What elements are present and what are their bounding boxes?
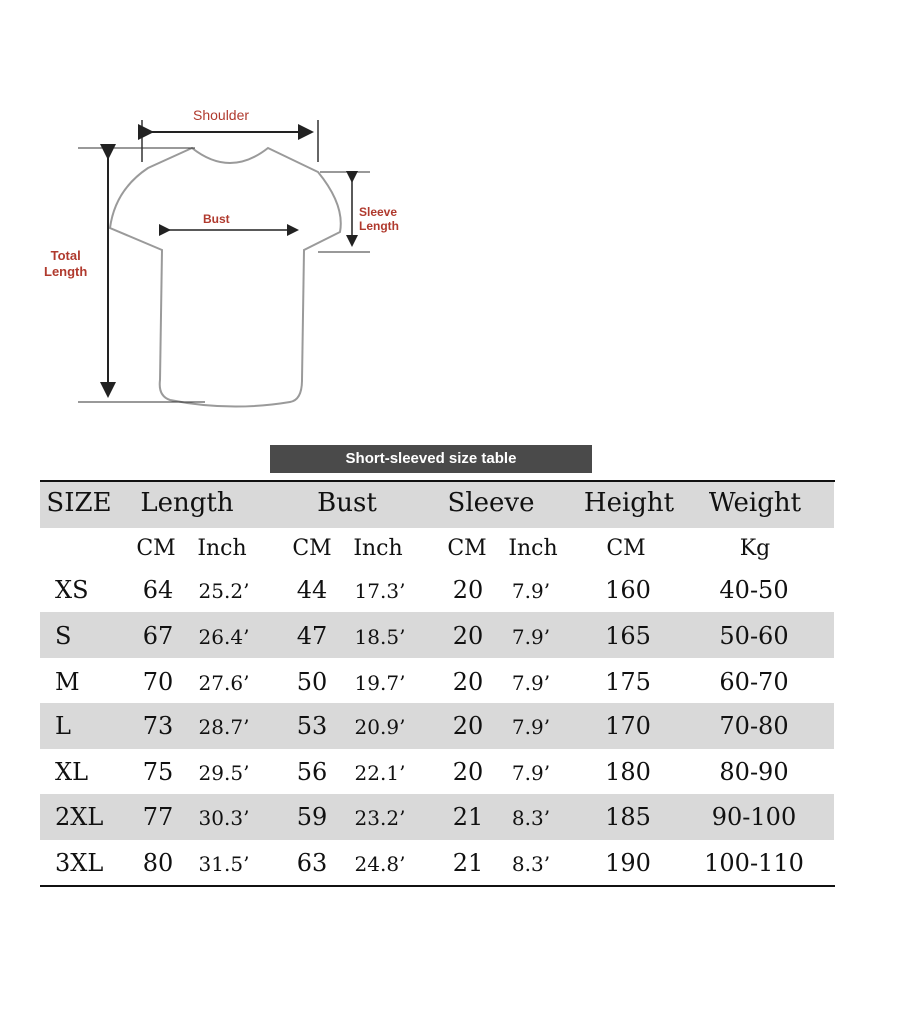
unit-length-cm: CM bbox=[136, 536, 176, 561]
shoulder-label: Shoulder bbox=[193, 107, 250, 123]
cell-length-inch: 31.5’ bbox=[198, 852, 250, 876]
cell-bust-cm: 59 bbox=[296, 803, 328, 831]
cell-sleeve-cm: 21 bbox=[452, 849, 484, 877]
cell-bust-inch: 22.1’ bbox=[354, 761, 406, 785]
cell-bust-inch: 23.2’ bbox=[354, 806, 406, 830]
cell-length-cm: 77 bbox=[142, 803, 174, 831]
cell-sleeve-cm: 20 bbox=[452, 668, 484, 696]
cell-length-inch: 29.5’ bbox=[198, 761, 250, 785]
cell-sleeve-inch: 7.9’ bbox=[511, 715, 551, 739]
cell-weight-kg: 70-80 bbox=[719, 712, 789, 740]
cell-sleeve-cm: 20 bbox=[452, 758, 484, 786]
cell-bust-inch: 20.9’ bbox=[354, 715, 406, 739]
unit-bust-inch: Inch bbox=[353, 536, 403, 561]
cell-length-cm: 67 bbox=[142, 622, 174, 650]
bust-label: Bust bbox=[203, 212, 230, 226]
total-length-label bbox=[44, 248, 87, 280]
cell-bust-cm: 44 bbox=[296, 576, 328, 604]
cell-bust-inch: 17.3’ bbox=[354, 579, 406, 603]
cell-bust-cm: 56 bbox=[296, 758, 328, 786]
cell-size: 2XL bbox=[55, 803, 104, 831]
cell-sleeve-inch: 7.9’ bbox=[511, 671, 551, 695]
cell-bust-cm: 63 bbox=[296, 849, 328, 877]
cell-length-cm: 75 bbox=[142, 758, 174, 786]
cell-size: 3XL bbox=[55, 849, 104, 877]
cell-length-cm: 64 bbox=[142, 576, 174, 604]
total-label-line2: Length bbox=[44, 264, 88, 279]
unit-sleeve-inch: Inch bbox=[508, 536, 558, 561]
cell-height-cm: 175 bbox=[605, 668, 651, 696]
cell-size: XS bbox=[55, 576, 89, 604]
cell-length-cm: 73 bbox=[142, 712, 174, 740]
cell-sleeve-inch: 8.3’ bbox=[511, 806, 551, 830]
unit-bust-cm: CM bbox=[292, 536, 332, 561]
cell-sleeve-inch: 7.9’ bbox=[511, 761, 551, 785]
cell-height-cm: 165 bbox=[605, 622, 651, 650]
cell-height-cm: 180 bbox=[605, 758, 651, 786]
cell-bust-cm: 50 bbox=[296, 668, 328, 696]
cell-length-cm: 70 bbox=[142, 668, 174, 696]
cell-sleeve-cm: 20 bbox=[452, 712, 484, 740]
cell-length-inch: 25.2’ bbox=[198, 579, 250, 603]
cell-length-inch: 28.7’ bbox=[198, 715, 250, 739]
header-bust: Bust bbox=[317, 488, 377, 518]
sleeve-label-line1: Sleeve bbox=[359, 205, 398, 219]
cell-height-cm: 190 bbox=[605, 849, 651, 877]
unit-sleeve-cm: CM bbox=[447, 536, 487, 561]
cell-weight-kg: 90-100 bbox=[711, 803, 797, 831]
cell-bust-cm: 47 bbox=[296, 622, 328, 650]
cell-bust-inch: 19.7’ bbox=[354, 671, 406, 695]
header-length: Length bbox=[140, 488, 234, 518]
cell-height-cm: 185 bbox=[605, 803, 651, 831]
total-label-line1: Total bbox=[50, 248, 81, 263]
cell-sleeve-cm: 21 bbox=[452, 803, 484, 831]
unit-height-cm: CM bbox=[606, 536, 646, 561]
cell-sleeve-inch: 7.9’ bbox=[511, 625, 551, 649]
cell-height-cm: 160 bbox=[605, 576, 651, 604]
unit-length-inch: Inch bbox=[197, 536, 247, 561]
cell-size: L bbox=[55, 712, 71, 740]
header-size: SIZE bbox=[46, 488, 112, 518]
table-title: Short-sleeved size table bbox=[270, 445, 592, 473]
header-sleeve: Sleeve bbox=[447, 488, 535, 518]
cell-sleeve-cm: 20 bbox=[452, 576, 484, 604]
table-bottom-rule bbox=[40, 885, 835, 887]
cell-sleeve-inch: 8.3’ bbox=[511, 852, 551, 876]
cell-height-cm: 170 bbox=[605, 712, 651, 740]
cell-bust-inch: 18.5’ bbox=[354, 625, 406, 649]
cell-length-inch: 26.4’ bbox=[198, 625, 250, 649]
unit-weight-kg: Kg bbox=[739, 536, 771, 561]
cell-bust-inch: 24.8’ bbox=[354, 852, 406, 876]
cell-weight-kg: 60-70 bbox=[719, 668, 789, 696]
header-height: Height bbox=[583, 488, 675, 518]
cell-bust-cm: 53 bbox=[296, 712, 328, 740]
cell-size: XL bbox=[55, 758, 89, 786]
tshirt-outline-icon bbox=[0, 0, 900, 440]
sleeve-length-label bbox=[359, 205, 401, 233]
cell-size: S bbox=[55, 622, 72, 650]
cell-length-cm: 80 bbox=[142, 849, 174, 877]
sleeve-label-line2: Length bbox=[359, 219, 399, 233]
cell-weight-kg: 40-50 bbox=[719, 576, 789, 604]
tshirt-measurement-diagram bbox=[0, 0, 900, 440]
cell-sleeve-inch: 7.9’ bbox=[511, 579, 551, 603]
cell-weight-kg: 100-110 bbox=[704, 849, 804, 877]
cell-weight-kg: 50-60 bbox=[719, 622, 789, 650]
cell-length-inch: 30.3’ bbox=[198, 806, 250, 830]
cell-size: M bbox=[55, 668, 80, 696]
header-weight: Weight bbox=[708, 488, 802, 518]
cell-length-inch: 27.6’ bbox=[198, 671, 250, 695]
cell-weight-kg: 80-90 bbox=[719, 758, 789, 786]
cell-sleeve-cm: 20 bbox=[452, 622, 484, 650]
